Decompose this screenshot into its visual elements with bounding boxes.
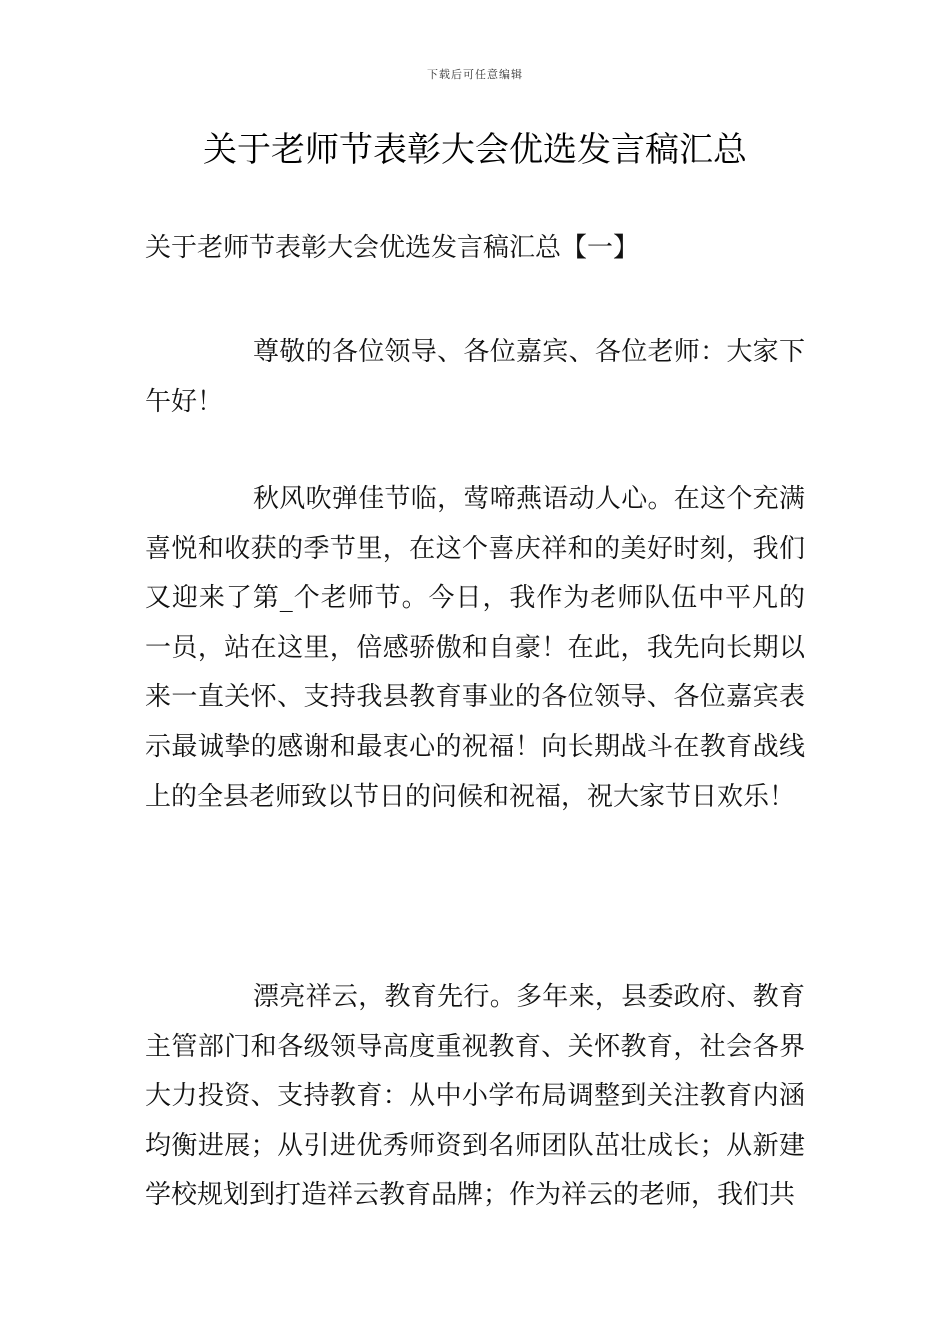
header-note: 下载后可任意编辑 — [427, 68, 523, 81]
section-heading: 关于老师节表彰大会优选发言稿汇总【一】 — [145, 233, 640, 263]
festival-paragraph: 秋风吹弹佳节临，莺啼燕语动人心。在这个充满喜悦和收获的季节里，在这个喜庆祥和的美好时刻，我们又迎来了第_个老师节。今日，我作为老师队伍中平凡的一员，站在这里，倍感骄傲和自豪！在此，我先向长期以来一直关怀、支持我县教育事业的各位领导、各位嘉宾表示最诚挚的感谢和最衷心的祝福！向长期战斗在教育战线上的全县老师致以节日的问候和祝福，祝大家节日欢乐！ — [145, 484, 805, 812]
document-title: 关于老师节表彰大会优选发言稿汇总 — [203, 130, 747, 170]
education-paragraph: 漂亮祥云，教育先行。多年来，县委政府、教育主管部门和各级领导高度重视教育、关怀教育，社会各界大力投资、支持教育：从中小学布局调整到关注教育内涵均衡进展；从引进优秀师资到名师团队茁壮成长；从新建学校规划到打造祥云教育品牌；作为祥云的老师，我们共 — [145, 982, 805, 1211]
greeting-paragraph: 尊敬的各位领导、各位嘉宾、各位老师：大家下午好！ — [145, 337, 805, 417]
